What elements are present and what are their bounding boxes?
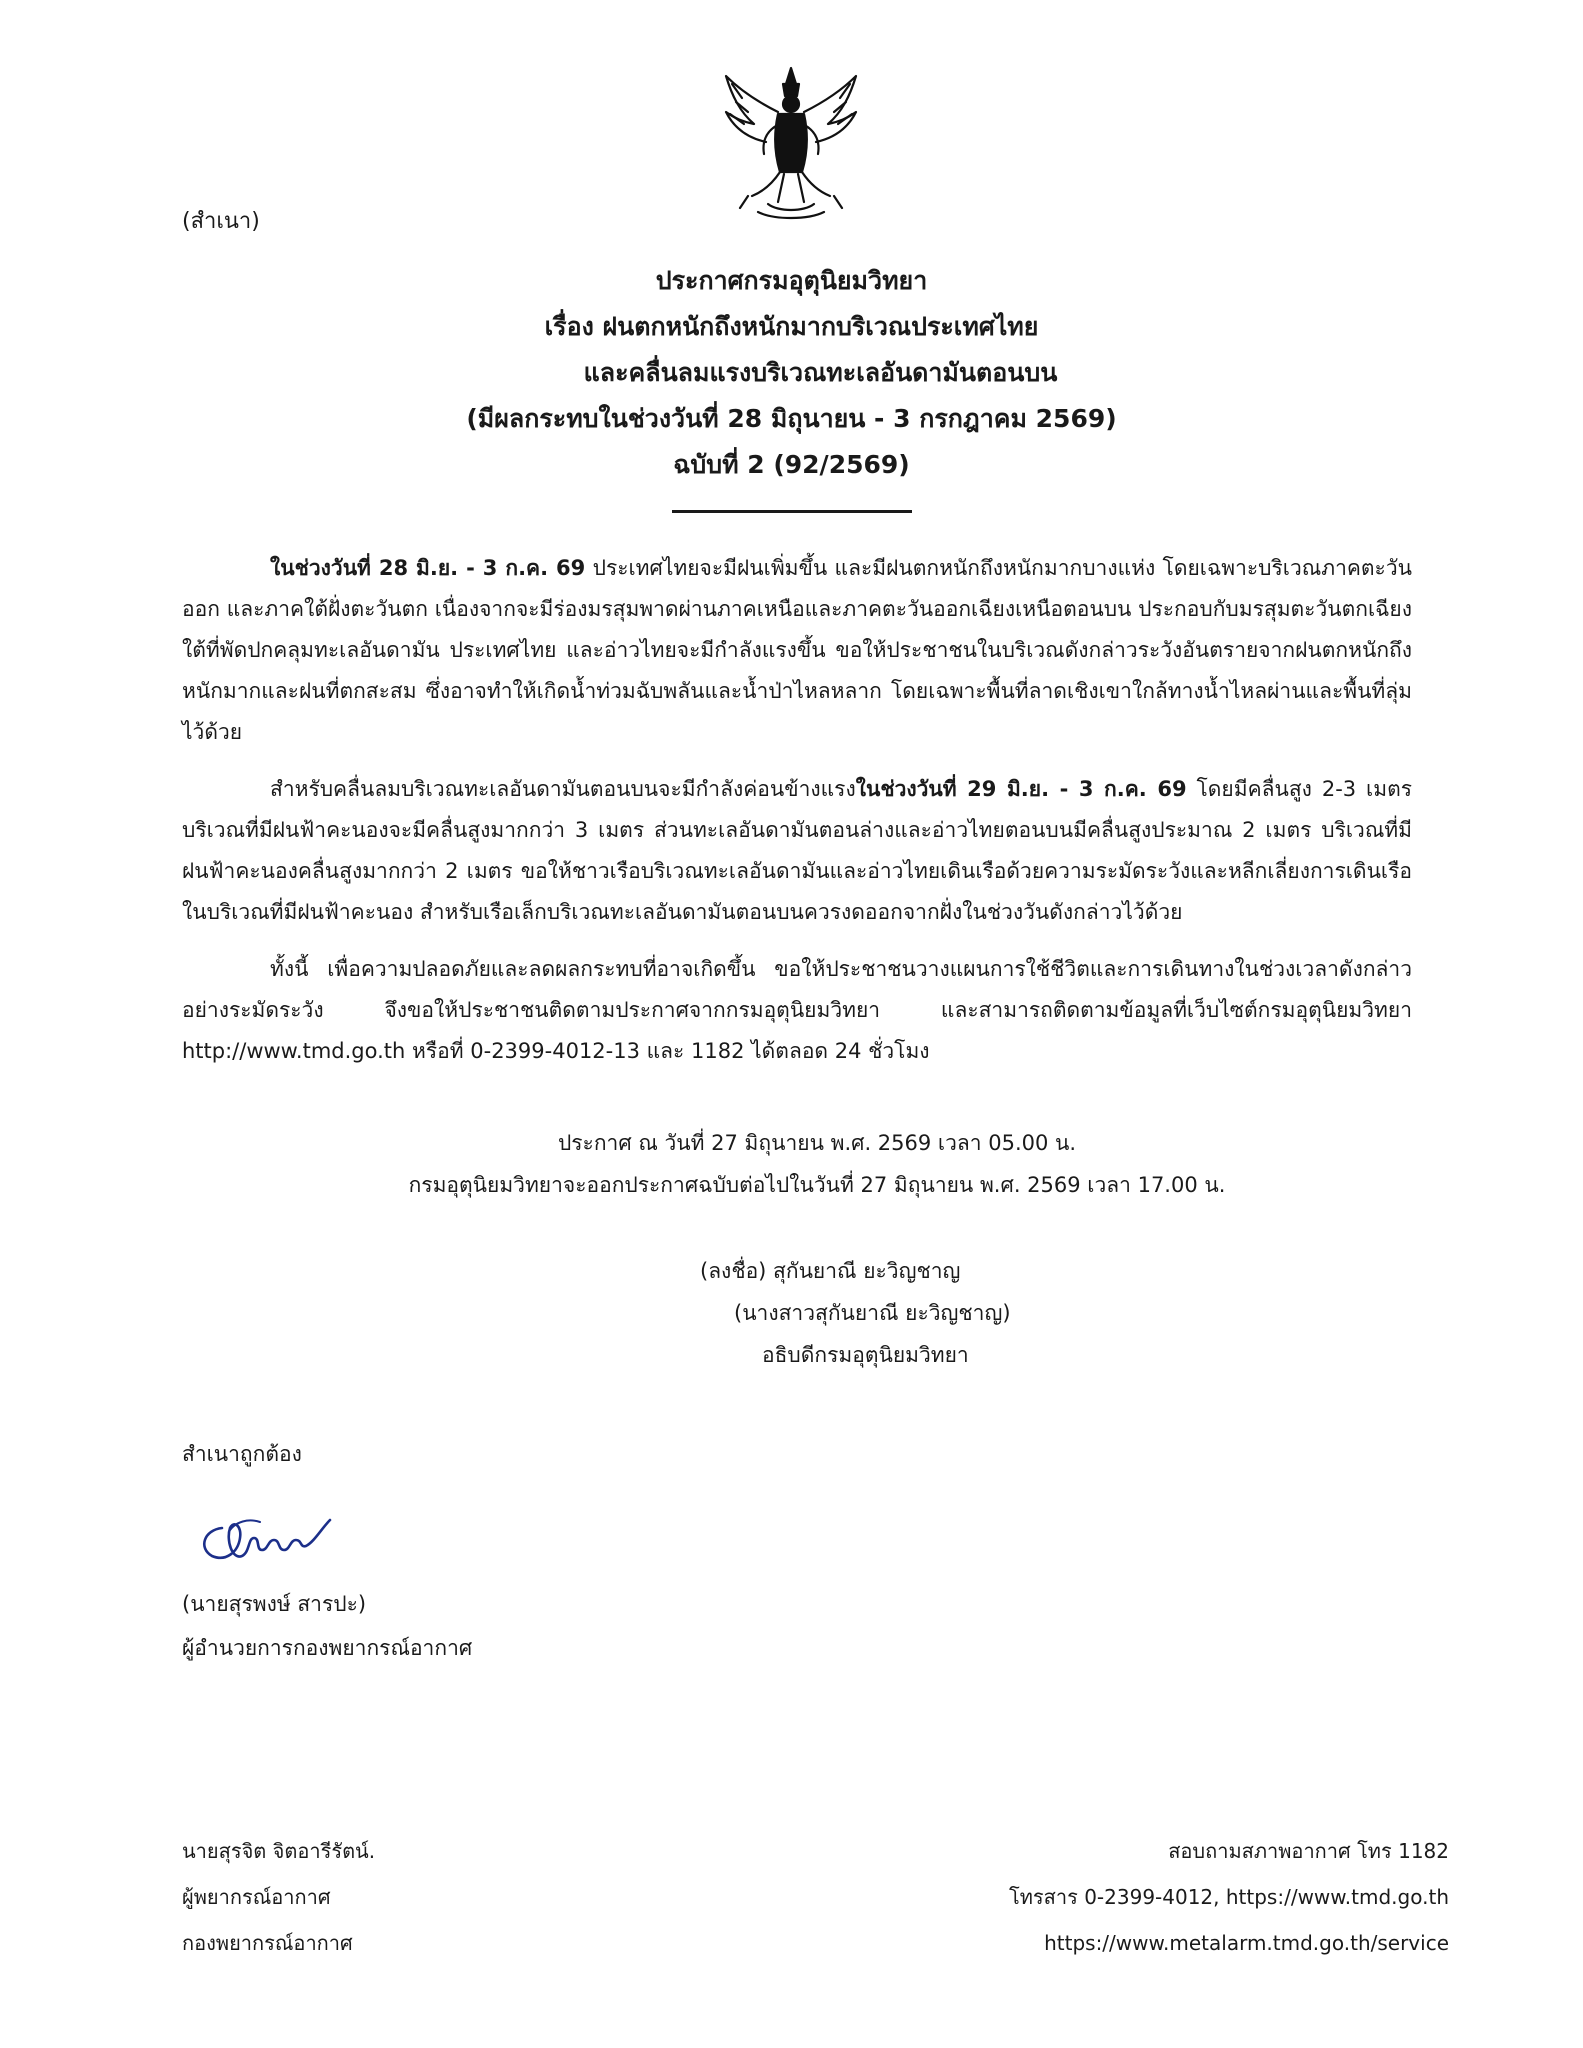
wave-forecast-text-a: สำหรับคลื่นลมบริเวณทะเลอันดามันตอนบนจะมีกำลังค่อนข้างแรง	[270, 777, 856, 801]
forecaster-division: กองพยากรณ์อากาศ	[182, 1931, 353, 1955]
header-divider	[672, 488, 912, 513]
forecaster-name: นายสุรจิต จิตอารีรัตน์.	[182, 1839, 376, 1863]
certifier-name: (นายสุรพงษ์ สารปะ)	[182, 1592, 367, 1616]
footer-contact	[1009, 1828, 1449, 1966]
garuda-emblem-icon	[718, 62, 864, 222]
issue-number: ฉบับที่ 2 (92/2569)	[673, 450, 910, 479]
issue-info	[182, 1122, 1412, 1206]
wave-period-bold: ในช่วงวันที่ 29 มิ.ย. - 3 ก.ค. 69	[855, 777, 1187, 801]
rain-period-bold: ในช่วงวันที่ 28 มิ.ย. - 3 ก.ค. 69	[270, 556, 586, 580]
signature-icon	[190, 1500, 340, 1580]
wave-forecast-text-b: โดยมีคลื่นสูง 2-3 เมตร บริเวณที่มีฝนฟ้าคะนองจะมีคลื่นสูงมากกว่า 3 เมตร ส่วนทะเลอันดามันตอนล่างและอ่าวไทยตอนบนมีคลื่นสูงประมาณ 2 เมตร บริเวณที่มีฝนฟ้าคะนองคลื่นสูงมากกว่า 2 เมตร ขอให้ชาวเรือบริเวณทะเลอันดามันและอ่าวไทยเดินเรือด้วยความระมัดระวังและหลีกเลี่ยงการเดินเรือในบริเวณที่มีฝนฟ้าคะนอง สำหรับเรือเล็กบริเวณทะเลอันดามันตอนบนควรงดออกจากฝั่งในช่วงวันดังกล่าวไว้ด้วย	[182, 777, 1412, 924]
safety-advice-text: ทั้งนี้ เพื่อความปลอดภัยและลดผลกระทบที่อาจเกิดขึ้น ขอให้ประชาชนวางแผนการใช้ชีวิตและการเดินทางในช่วงเวลาดังกล่าวอย่างระมัดระวัง จึงขอให้ประชาชนติดตามประกาศจากกรมอุตุนิยมวิทยา และสามารถติดตามข้อมูลที่เว็บไซต์กรมอุตุนิยมวิทยา http://www.tmd.go.th หรือที่ 0-2399-4012-13 และ 1182 ได้ตลอด 24 ชั่วโมง	[182, 957, 1412, 1063]
announcement-header	[300, 258, 1283, 513]
next-issue-date: กรมอุตุนิยมวิทยาจะออกประกาศฉบับต่อไปในวันที่ 27 มิถุนายน พ.ศ. 2569 เวลา 17.00 น.	[408, 1173, 1226, 1197]
forecaster-role: ผู้พยากรณ์อากาศ	[182, 1885, 331, 1909]
announcement-subject-line-1: เรื่อง ฝนตกหนักถึงหนักมากบริเวณประเทศไทย	[544, 312, 1039, 341]
certifier-block	[182, 1582, 472, 1670]
signatory-block	[700, 1250, 1011, 1376]
contact-phone: สอบถามสภาพอากาศ โทร 1182	[1168, 1839, 1449, 1863]
announced-date: ประกาศ ณ วันที่ 27 มิถุนายน พ.ศ. 2569 เวลา 05.00 น.	[557, 1131, 1077, 1155]
contact-fax-website: โทรสาร 0-2399-4012, https://www.tmd.go.th	[1009, 1885, 1449, 1909]
rain-forecast-text: ประเทศไทยจะมีฝนเพิ่มขึ้น และมีฝนตกหนักถึงหนักมากบางแห่ง โดยเฉพาะบริเวณภาคตะวันออก และภาคใต้ฝั่งตะวันตก เนื่องจากจะมีร่องมรสุมพาดผ่านภาคเหนือและภาคตะวันออกเฉียงเหนือตอนบน ประกอบกับมรสุมตะวันตกเฉียงใต้ที่พัดปกคลุมทะเลอันดามัน ประเทศไทย และอ่าวไทยจะมีกำลังแรงขึ้น ขอให้ประชาชนในบริเวณดังกล่าวระวังอันตรายจากฝนตกหนักถึงหนักมากและฝนที่ตกสะสม ซึ่งอาจทำให้เกิดน้ำท่วมฉับพลันและน้ำป่าไหลหลาก โดยเฉพาะพื้นที่ลาดเชิงเขาใกล้ทางน้ำไหลผ่านและพื้นที่ลุ่มไว้ด้วย	[182, 556, 1412, 744]
announcement-subject-line-2: และคลื่นลมแรงบริเวณทะเลอันดามันตอนบน	[583, 358, 1058, 387]
announcement-title: ประกาศกรมอุตุนิยมวิทยา	[655, 266, 928, 295]
signatory-full-name: (นางสาวสุกันยาณี ยะวิญชาญ)	[734, 1301, 1011, 1325]
paragraph-wave-forecast	[182, 769, 1412, 933]
signatory-signed: (ลงชื่อ) สุกันยาณี ยะวิญชาญ	[700, 1259, 961, 1283]
paragraph-rain-forecast	[182, 548, 1412, 753]
certified-copy-label: สำเนาถูกต้อง	[182, 1442, 302, 1466]
paragraph-safety-advice	[182, 949, 1412, 1072]
announcement-body	[182, 548, 1412, 1088]
impact-period: (มีผลกระทบในช่วงวันที่ 28 มิถุนายน - 3 กรกฎาคม 2569)	[466, 404, 1117, 433]
footer-forecaster	[182, 1828, 375, 1966]
contact-service-url: https://www.metalarm.tmd.go.th/service	[1044, 1931, 1449, 1955]
certifier-position: ผู้อำนวยการกองพยากรณ์อากาศ	[182, 1636, 473, 1660]
signatory-position: อธิบดีกรมอุตุนิยมวิทยา	[762, 1343, 969, 1367]
copy-mark: (สำเนา)	[182, 209, 260, 234]
